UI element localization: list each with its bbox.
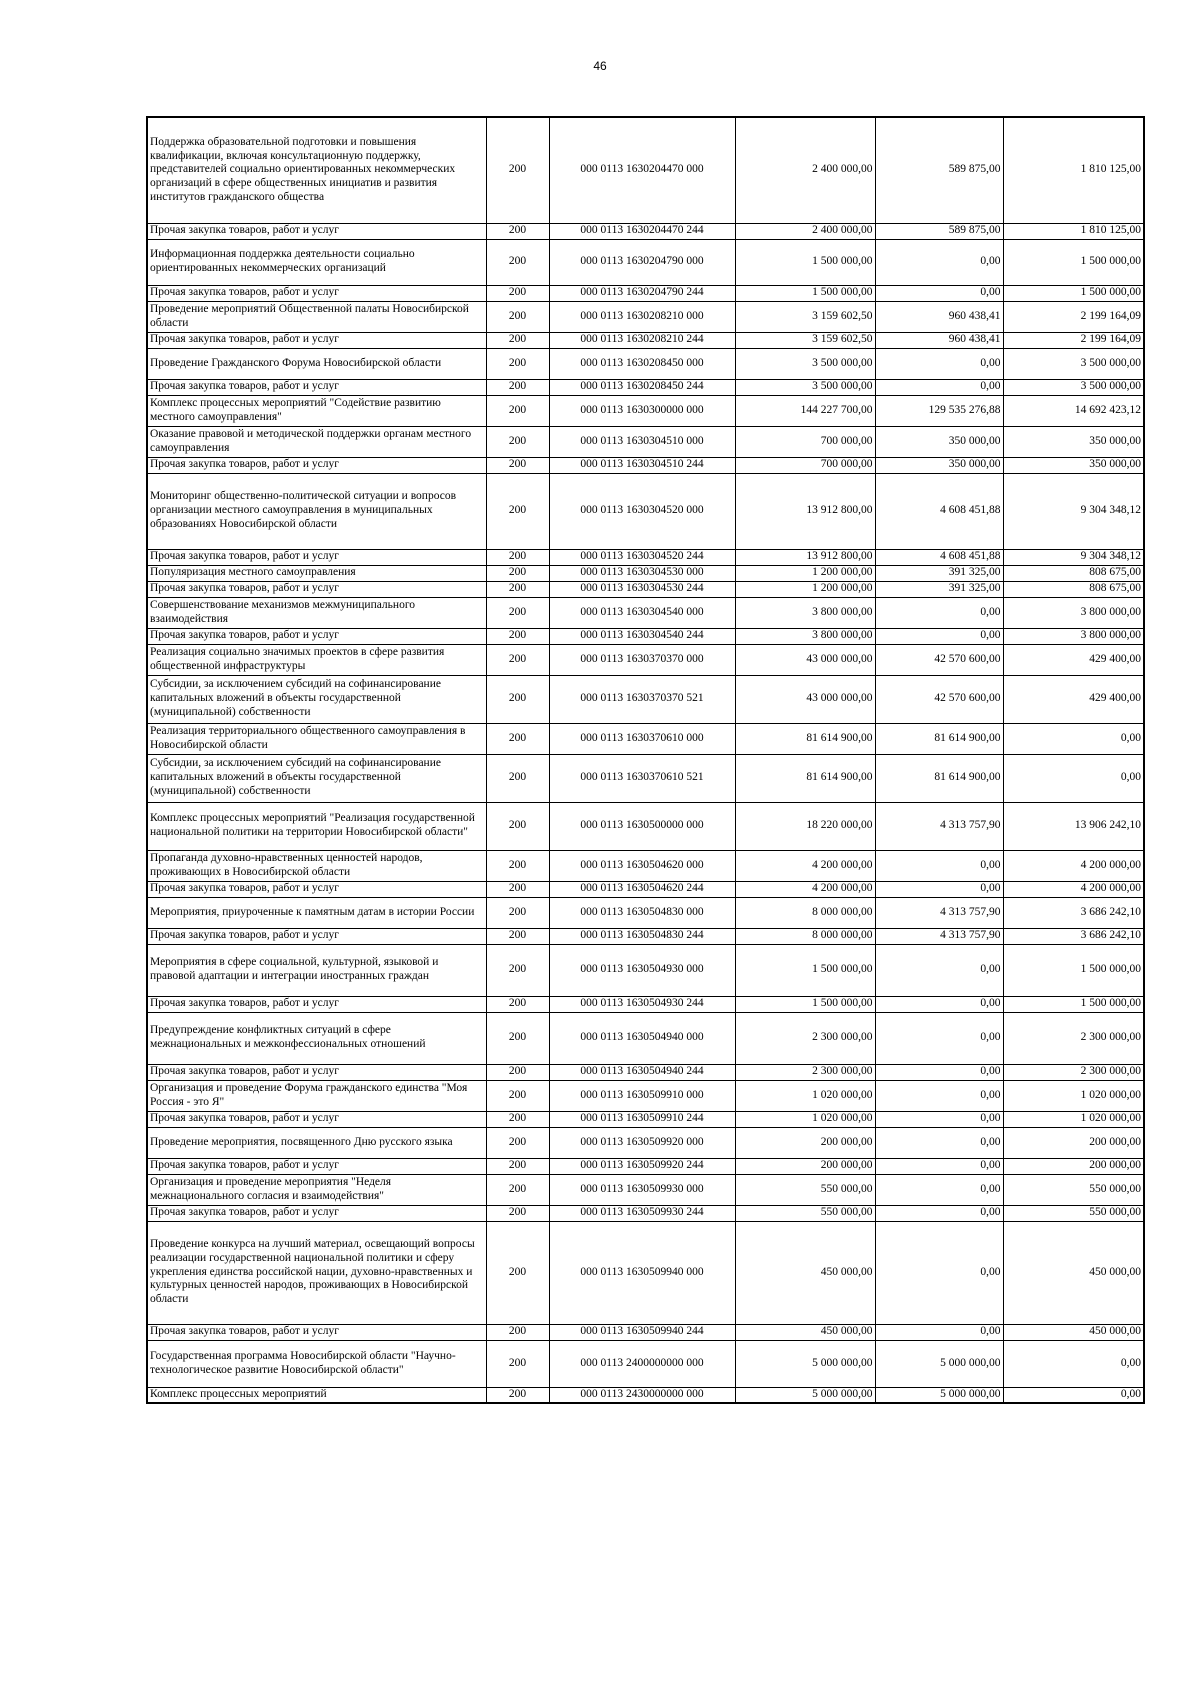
row-kbk-cell: 000 0113 1630208450 244 xyxy=(549,379,735,395)
row-remaining-cell: 1 810 125,00 xyxy=(1003,223,1144,239)
row-plan-cell: 144 227 700,00 xyxy=(735,395,875,426)
table-row xyxy=(147,1080,1144,1111)
row-name-cell: Прочая закупка товаров, работ и услуг xyxy=(147,1111,486,1127)
row-executed-cell: 350 000,00 xyxy=(875,457,1003,473)
row-kbk-cell: 000 0113 1630370370 521 xyxy=(549,675,735,723)
row-remaining-cell: 0,00 xyxy=(1003,1340,1144,1387)
row-executed-cell: 5 000 000,00 xyxy=(875,1340,1003,1387)
table-row xyxy=(147,473,1144,549)
row-executed-cell: 4 313 757,90 xyxy=(875,802,1003,850)
row-name-cell: Организация и проведение мероприятия "Неделя межнационального согласия и взаимодействия" xyxy=(147,1174,486,1205)
row-executed-cell: 42 570 600,00 xyxy=(875,644,1003,675)
table-row xyxy=(147,117,1144,223)
row-name-cell: Прочая закупка товаров, работ и услуг xyxy=(147,332,486,348)
row-kbk-cell: 000 0113 1630504620 244 xyxy=(549,881,735,897)
row-name-cell: Информационная поддержка деятельности социально ориентированных некоммерческих организаций xyxy=(147,239,486,285)
table-row xyxy=(147,223,1144,239)
row-executed-cell: 0,00 xyxy=(875,597,1003,628)
row-name-cell: Организация и проведение Форума гражданского единства "Моя Россия - это Я" xyxy=(147,1080,486,1111)
row-name-cell: Прочая закупка товаров, работ и услуг xyxy=(147,1324,486,1340)
row-code-cell: 200 xyxy=(486,426,549,457)
row-plan-cell: 450 000,00 xyxy=(735,1221,875,1324)
row-kbk-cell: 000 0113 1630504940 000 xyxy=(549,1012,735,1064)
row-kbk-cell: 000 0113 1630370610 000 xyxy=(549,723,735,754)
row-executed-cell: 589 875,00 xyxy=(875,223,1003,239)
table-row xyxy=(147,395,1144,426)
row-kbk-cell: 000 0113 1630509920 244 xyxy=(549,1158,735,1174)
row-code-cell: 200 xyxy=(486,850,549,881)
table-row xyxy=(147,1205,1144,1221)
row-executed-cell: 0,00 xyxy=(875,1111,1003,1127)
row-plan-cell: 3 500 000,00 xyxy=(735,379,875,395)
row-kbk-cell: 000 0113 1630504940 244 xyxy=(549,1064,735,1080)
row-kbk-cell: 000 0113 1630509910 000 xyxy=(549,1080,735,1111)
row-code-cell: 200 xyxy=(486,1340,549,1387)
row-remaining-cell: 2 199 164,09 xyxy=(1003,332,1144,348)
row-name-cell: Предупреждение конфликтных ситуаций в сфере межнациональных и межконфессиональных отношений xyxy=(147,1012,486,1064)
row-kbk-cell: 000 0113 1630509930 000 xyxy=(549,1174,735,1205)
row-remaining-cell: 350 000,00 xyxy=(1003,457,1144,473)
row-remaining-cell: 429 400,00 xyxy=(1003,644,1144,675)
row-plan-cell: 700 000,00 xyxy=(735,426,875,457)
table-row xyxy=(147,301,1144,332)
row-name-cell: Оказание правовой и методической поддержки органам местного самоуправления xyxy=(147,426,486,457)
row-code-cell: 200 xyxy=(486,379,549,395)
row-kbk-cell: 000 0113 1630304510 000 xyxy=(549,426,735,457)
table-row xyxy=(147,897,1144,928)
row-executed-cell: 589 875,00 xyxy=(875,117,1003,223)
row-remaining-cell: 1 500 000,00 xyxy=(1003,285,1144,301)
row-executed-cell: 81 614 900,00 xyxy=(875,723,1003,754)
row-plan-cell: 3 800 000,00 xyxy=(735,628,875,644)
row-plan-cell: 81 614 900,00 xyxy=(735,754,875,802)
table-row xyxy=(147,379,1144,395)
row-kbk-cell: 000 0113 1630504830 244 xyxy=(549,928,735,944)
row-remaining-cell: 3 686 242,10 xyxy=(1003,928,1144,944)
row-code-cell: 200 xyxy=(486,897,549,928)
row-remaining-cell: 3 800 000,00 xyxy=(1003,597,1144,628)
row-code-cell: 200 xyxy=(486,754,549,802)
row-kbk-cell: 000 0113 1630208450 000 xyxy=(549,348,735,379)
row-code-cell: 200 xyxy=(486,1158,549,1174)
row-remaining-cell: 4 200 000,00 xyxy=(1003,850,1144,881)
row-plan-cell: 1 500 000,00 xyxy=(735,944,875,996)
row-name-cell: Прочая закупка товаров, работ и услуг xyxy=(147,285,486,301)
table-row xyxy=(147,597,1144,628)
budget-table xyxy=(146,116,1145,1404)
row-code-cell: 200 xyxy=(486,675,549,723)
table-row xyxy=(147,802,1144,850)
row-code-cell: 200 xyxy=(486,1012,549,1064)
row-code-cell: 200 xyxy=(486,802,549,850)
table-row xyxy=(147,581,1144,597)
row-plan-cell: 2 300 000,00 xyxy=(735,1064,875,1080)
row-kbk-cell: 000 0113 1630304510 244 xyxy=(549,457,735,473)
row-plan-cell: 1 020 000,00 xyxy=(735,1080,875,1111)
page-number: 46 xyxy=(593,59,607,73)
row-code-cell: 200 xyxy=(486,473,549,549)
row-executed-cell: 391 325,00 xyxy=(875,581,1003,597)
row-remaining-cell: 2 300 000,00 xyxy=(1003,1012,1144,1064)
row-code-cell: 200 xyxy=(486,944,549,996)
budget-table-body xyxy=(147,117,1144,1403)
row-name-cell: Прочая закупка товаров, работ и услуг xyxy=(147,881,486,897)
row-plan-cell: 1 500 000,00 xyxy=(735,239,875,285)
row-name-cell: Мониторинг общественно-политической ситуации и вопросов организации местного самоуправления в муниципальных образованиях Новосибирской области xyxy=(147,473,486,549)
row-plan-cell: 4 200 000,00 xyxy=(735,850,875,881)
row-name-cell: Совершенствование механизмов межмуниципального взаимодействия xyxy=(147,597,486,628)
row-plan-cell: 2 400 000,00 xyxy=(735,223,875,239)
row-executed-cell: 960 438,41 xyxy=(875,301,1003,332)
row-executed-cell: 42 570 600,00 xyxy=(875,675,1003,723)
table-row xyxy=(147,457,1144,473)
row-executed-cell: 350 000,00 xyxy=(875,426,1003,457)
row-code-cell: 200 xyxy=(486,223,549,239)
row-kbk-cell: 000 0113 1630370610 521 xyxy=(549,754,735,802)
table-row xyxy=(147,1064,1144,1080)
row-executed-cell: 0,00 xyxy=(875,285,1003,301)
row-remaining-cell: 3 800 000,00 xyxy=(1003,628,1144,644)
row-name-cell: Пропаганда духовно-нравственных ценностей народов, проживающих в Новосибирской области xyxy=(147,850,486,881)
row-name-cell: Проведение мероприятий Общественной палаты Новосибирской области xyxy=(147,301,486,332)
row-kbk-cell: 000 0113 1630208210 244 xyxy=(549,332,735,348)
row-remaining-cell: 200 000,00 xyxy=(1003,1127,1144,1158)
row-plan-cell: 13 912 800,00 xyxy=(735,549,875,565)
row-remaining-cell: 0,00 xyxy=(1003,1387,1144,1403)
row-name-cell: Прочая закупка товаров, работ и услуг xyxy=(147,223,486,239)
row-name-cell: Поддержка образовательной подготовки и повышения квалификации, включая консультационную поддержку, представителей социально ориентированных некоммерческих организаций в сфере общественных инициатив и развития институтов гражданского общества xyxy=(147,117,486,223)
row-remaining-cell: 9 304 348,12 xyxy=(1003,473,1144,549)
row-executed-cell: 81 614 900,00 xyxy=(875,754,1003,802)
row-executed-cell: 0,00 xyxy=(875,1012,1003,1064)
row-executed-cell: 129 535 276,88 xyxy=(875,395,1003,426)
row-code-cell: 200 xyxy=(486,581,549,597)
table-row xyxy=(147,881,1144,897)
row-name-cell: Субсидии, за исключением субсидий на софинансирование капитальных вложений в объекты государственной (муниципальной) собственности xyxy=(147,675,486,723)
row-plan-cell: 200 000,00 xyxy=(735,1158,875,1174)
row-plan-cell: 18 220 000,00 xyxy=(735,802,875,850)
table-row xyxy=(147,549,1144,565)
row-executed-cell: 0,00 xyxy=(875,1127,1003,1158)
table-row xyxy=(147,332,1144,348)
table-row xyxy=(147,1340,1144,1387)
table-row xyxy=(147,285,1144,301)
row-plan-cell: 200 000,00 xyxy=(735,1127,875,1158)
row-kbk-cell: 000 0113 1630300000 000 xyxy=(549,395,735,426)
row-code-cell: 200 xyxy=(486,1387,549,1403)
table-row xyxy=(147,675,1144,723)
row-remaining-cell: 9 304 348,12 xyxy=(1003,549,1144,565)
row-executed-cell: 0,00 xyxy=(875,1174,1003,1205)
row-remaining-cell: 2 199 164,09 xyxy=(1003,301,1144,332)
row-executed-cell: 0,00 xyxy=(875,1158,1003,1174)
row-remaining-cell: 450 000,00 xyxy=(1003,1324,1144,1340)
row-kbk-cell: 000 0113 1630304540 244 xyxy=(549,628,735,644)
row-executed-cell: 960 438,41 xyxy=(875,332,1003,348)
row-executed-cell: 0,00 xyxy=(875,1221,1003,1324)
row-kbk-cell: 000 0113 1630304530 000 xyxy=(549,565,735,581)
row-code-cell: 200 xyxy=(486,285,549,301)
row-name-cell: Государственная программа Новосибирской области "Научно-технологическое развитие Новосибирской области" xyxy=(147,1340,486,1387)
row-name-cell: Проведение конкурса на лучший материал, освещающий вопросы реализации государственной национальной политики и сферу укрепления единства российской нации, духовно-нравственных и культурных ценностей народов, проживающих в Новосибирской области xyxy=(147,1221,486,1324)
row-plan-cell: 13 912 800,00 xyxy=(735,473,875,549)
table-row xyxy=(147,1324,1144,1340)
row-remaining-cell: 3 500 000,00 xyxy=(1003,379,1144,395)
table-row xyxy=(147,723,1144,754)
row-remaining-cell: 0,00 xyxy=(1003,754,1144,802)
row-code-cell: 200 xyxy=(486,723,549,754)
table-row xyxy=(147,628,1144,644)
row-remaining-cell: 200 000,00 xyxy=(1003,1158,1144,1174)
row-remaining-cell: 1 020 000,00 xyxy=(1003,1111,1144,1127)
row-remaining-cell: 1 810 125,00 xyxy=(1003,117,1144,223)
row-code-cell: 200 xyxy=(486,457,549,473)
row-code-cell: 200 xyxy=(486,1221,549,1324)
row-executed-cell: 0,00 xyxy=(875,850,1003,881)
row-name-cell: Прочая закупка товаров, работ и услуг xyxy=(147,928,486,944)
row-code-cell: 200 xyxy=(486,881,549,897)
row-remaining-cell: 1 500 000,00 xyxy=(1003,996,1144,1012)
row-plan-cell: 1 200 000,00 xyxy=(735,581,875,597)
row-name-cell: Популяризация местного самоуправления xyxy=(147,565,486,581)
row-kbk-cell: 000 0113 1630304520 000 xyxy=(549,473,735,549)
table-row xyxy=(147,754,1144,802)
row-name-cell: Прочая закупка товаров, работ и услуг xyxy=(147,457,486,473)
row-kbk-cell: 000 0113 1630500000 000 xyxy=(549,802,735,850)
row-code-cell: 200 xyxy=(486,395,549,426)
row-code-cell: 200 xyxy=(486,1324,549,1340)
table-row xyxy=(147,1111,1144,1127)
row-name-cell: Реализация социально значимых проектов в сфере развития общественной инфраструктуры xyxy=(147,644,486,675)
row-code-cell: 200 xyxy=(486,1174,549,1205)
row-code-cell: 200 xyxy=(486,1127,549,1158)
row-executed-cell: 4 608 451,88 xyxy=(875,473,1003,549)
row-kbk-cell: 000 0113 1630509940 000 xyxy=(549,1221,735,1324)
row-executed-cell: 0,00 xyxy=(875,348,1003,379)
row-kbk-cell: 000 0113 1630504830 000 xyxy=(549,897,735,928)
row-executed-cell: 0,00 xyxy=(875,881,1003,897)
row-plan-cell: 2 400 000,00 xyxy=(735,117,875,223)
row-code-cell: 200 xyxy=(486,348,549,379)
row-executed-cell: 5 000 000,00 xyxy=(875,1387,1003,1403)
row-remaining-cell: 2 300 000,00 xyxy=(1003,1064,1144,1080)
table-row xyxy=(147,1387,1144,1403)
row-plan-cell: 4 200 000,00 xyxy=(735,881,875,897)
row-name-cell: Комплекс процессных мероприятий "Реализация государственной национальной политики на территории Новосибирской области" xyxy=(147,802,486,850)
row-name-cell: Проведение мероприятия, посвященного Дню русского языка xyxy=(147,1127,486,1158)
row-code-cell: 200 xyxy=(486,996,549,1012)
row-executed-cell: 0,00 xyxy=(875,1064,1003,1080)
row-remaining-cell: 450 000,00 xyxy=(1003,1221,1144,1324)
row-code-cell: 200 xyxy=(486,1205,549,1221)
row-code-cell: 200 xyxy=(486,644,549,675)
row-plan-cell: 3 800 000,00 xyxy=(735,597,875,628)
row-code-cell: 200 xyxy=(486,1111,549,1127)
row-kbk-cell: 000 0113 1630509910 244 xyxy=(549,1111,735,1127)
row-kbk-cell: 000 0113 1630370370 000 xyxy=(549,644,735,675)
row-executed-cell: 0,00 xyxy=(875,628,1003,644)
row-plan-cell: 81 614 900,00 xyxy=(735,723,875,754)
table-row xyxy=(147,944,1144,996)
row-remaining-cell: 808 675,00 xyxy=(1003,581,1144,597)
row-name-cell: Прочая закупка товаров, работ и услуг xyxy=(147,628,486,644)
row-kbk-cell: 000 0113 1630204470 000 xyxy=(549,117,735,223)
row-kbk-cell: 000 0113 1630304530 244 xyxy=(549,581,735,597)
row-plan-cell: 5 000 000,00 xyxy=(735,1340,875,1387)
row-name-cell: Прочая закупка товаров, работ и услуг xyxy=(147,1158,486,1174)
row-plan-cell: 550 000,00 xyxy=(735,1205,875,1221)
row-plan-cell: 550 000,00 xyxy=(735,1174,875,1205)
row-code-cell: 200 xyxy=(486,332,549,348)
row-remaining-cell: 550 000,00 xyxy=(1003,1205,1144,1221)
row-code-cell: 200 xyxy=(486,928,549,944)
row-executed-cell: 4 313 757,90 xyxy=(875,928,1003,944)
row-code-cell: 200 xyxy=(486,239,549,285)
row-plan-cell: 43 000 000,00 xyxy=(735,675,875,723)
row-plan-cell: 450 000,00 xyxy=(735,1324,875,1340)
row-plan-cell: 8 000 000,00 xyxy=(735,897,875,928)
row-name-cell: Прочая закупка товаров, работ и услуг xyxy=(147,379,486,395)
row-name-cell: Субсидии, за исключением субсидий на софинансирование капитальных вложений в объекты государственной (муниципальной) собственности xyxy=(147,754,486,802)
row-kbk-cell: 000 0113 1630509920 000 xyxy=(549,1127,735,1158)
row-plan-cell: 1 500 000,00 xyxy=(735,996,875,1012)
row-kbk-cell: 000 0113 1630204470 244 xyxy=(549,223,735,239)
row-remaining-cell: 3 500 000,00 xyxy=(1003,348,1144,379)
row-remaining-cell: 14 692 423,12 xyxy=(1003,395,1144,426)
row-code-cell: 200 xyxy=(486,1064,549,1080)
row-plan-cell: 8 000 000,00 xyxy=(735,928,875,944)
row-code-cell: 200 xyxy=(486,1080,549,1111)
row-code-cell: 200 xyxy=(486,117,549,223)
row-name-cell: Мероприятия, приуроченные к памятным датам в истории России xyxy=(147,897,486,928)
row-name-cell: Комплекс процессных мероприятий "Содействие развитию местного самоуправления" xyxy=(147,395,486,426)
row-kbk-cell: 000 0113 1630504930 000 xyxy=(549,944,735,996)
row-name-cell: Мероприятия в сфере социальной, культурной, языковой и правовой адаптации и интеграции иностранных граждан xyxy=(147,944,486,996)
row-executed-cell: 4 313 757,90 xyxy=(875,897,1003,928)
row-name-cell: Прочая закупка товаров, работ и услуг xyxy=(147,549,486,565)
row-kbk-cell: 000 0113 1630509930 244 xyxy=(549,1205,735,1221)
row-plan-cell: 5 000 000,00 xyxy=(735,1387,875,1403)
table-row xyxy=(147,1158,1144,1174)
row-kbk-cell: 000 0113 2430000000 000 xyxy=(549,1387,735,1403)
row-remaining-cell: 1 020 000,00 xyxy=(1003,1080,1144,1111)
row-code-cell: 200 xyxy=(486,628,549,644)
row-executed-cell: 0,00 xyxy=(875,1324,1003,1340)
row-plan-cell: 43 000 000,00 xyxy=(735,644,875,675)
row-name-cell: Комплекс процессных мероприятий xyxy=(147,1387,486,1403)
row-code-cell: 200 xyxy=(486,565,549,581)
row-plan-cell: 1 200 000,00 xyxy=(735,565,875,581)
row-plan-cell: 3 500 000,00 xyxy=(735,348,875,379)
row-executed-cell: 391 325,00 xyxy=(875,565,1003,581)
row-remaining-cell: 429 400,00 xyxy=(1003,675,1144,723)
row-executed-cell: 0,00 xyxy=(875,239,1003,285)
row-remaining-cell: 0,00 xyxy=(1003,723,1144,754)
row-executed-cell: 0,00 xyxy=(875,379,1003,395)
row-kbk-cell: 000 0113 1630204790 244 xyxy=(549,285,735,301)
table-row xyxy=(147,426,1144,457)
table-row xyxy=(147,928,1144,944)
table-row xyxy=(147,850,1144,881)
table-row xyxy=(147,239,1144,285)
row-plan-cell: 700 000,00 xyxy=(735,457,875,473)
row-kbk-cell: 000 0113 1630504930 244 xyxy=(549,996,735,1012)
row-kbk-cell: 000 0113 2400000000 000 xyxy=(549,1340,735,1387)
row-code-cell: 200 xyxy=(486,301,549,332)
table-row xyxy=(147,1012,1144,1064)
table-row xyxy=(147,1174,1144,1205)
row-kbk-cell: 000 0113 1630509940 244 xyxy=(549,1324,735,1340)
row-remaining-cell: 13 906 242,10 xyxy=(1003,802,1144,850)
row-executed-cell: 0,00 xyxy=(875,1205,1003,1221)
row-kbk-cell: 000 0113 1630204790 000 xyxy=(549,239,735,285)
row-name-cell: Прочая закупка товаров, работ и услуг xyxy=(147,1064,486,1080)
row-plan-cell: 2 300 000,00 xyxy=(735,1012,875,1064)
table-row xyxy=(147,1127,1144,1158)
row-name-cell: Прочая закупка товаров, работ и услуг xyxy=(147,996,486,1012)
table-row xyxy=(147,1221,1144,1324)
row-executed-cell: 0,00 xyxy=(875,944,1003,996)
row-executed-cell: 4 608 451,88 xyxy=(875,549,1003,565)
row-kbk-cell: 000 0113 1630304520 244 xyxy=(549,549,735,565)
row-code-cell: 200 xyxy=(486,549,549,565)
row-kbk-cell: 000 0113 1630304540 000 xyxy=(549,597,735,628)
row-remaining-cell: 4 200 000,00 xyxy=(1003,881,1144,897)
row-remaining-cell: 1 500 000,00 xyxy=(1003,944,1144,996)
row-remaining-cell: 1 500 000,00 xyxy=(1003,239,1144,285)
row-remaining-cell: 808 675,00 xyxy=(1003,565,1144,581)
table-row xyxy=(147,348,1144,379)
row-kbk-cell: 000 0113 1630504620 000 xyxy=(549,850,735,881)
row-remaining-cell: 350 000,00 xyxy=(1003,426,1144,457)
row-executed-cell: 0,00 xyxy=(875,1080,1003,1111)
table-row xyxy=(147,565,1144,581)
row-name-cell: Проведение Гражданского Форума Новосибирской области xyxy=(147,348,486,379)
row-plan-cell: 1 020 000,00 xyxy=(735,1111,875,1127)
row-executed-cell: 0,00 xyxy=(875,996,1003,1012)
row-name-cell: Прочая закупка товаров, работ и услуг xyxy=(147,1205,486,1221)
table-row xyxy=(147,996,1144,1012)
row-kbk-cell: 000 0113 1630208210 000 xyxy=(549,301,735,332)
row-plan-cell: 3 159 602,50 xyxy=(735,332,875,348)
row-remaining-cell: 550 000,00 xyxy=(1003,1174,1144,1205)
row-plan-cell: 1 500 000,00 xyxy=(735,285,875,301)
row-name-cell: Реализация территориального общественного самоуправления в Новосибирской области xyxy=(147,723,486,754)
table-row xyxy=(147,644,1144,675)
row-name-cell: Прочая закупка товаров, работ и услуг xyxy=(147,581,486,597)
row-code-cell: 200 xyxy=(486,597,549,628)
row-remaining-cell: 3 686 242,10 xyxy=(1003,897,1144,928)
row-plan-cell: 3 159 602,50 xyxy=(735,301,875,332)
